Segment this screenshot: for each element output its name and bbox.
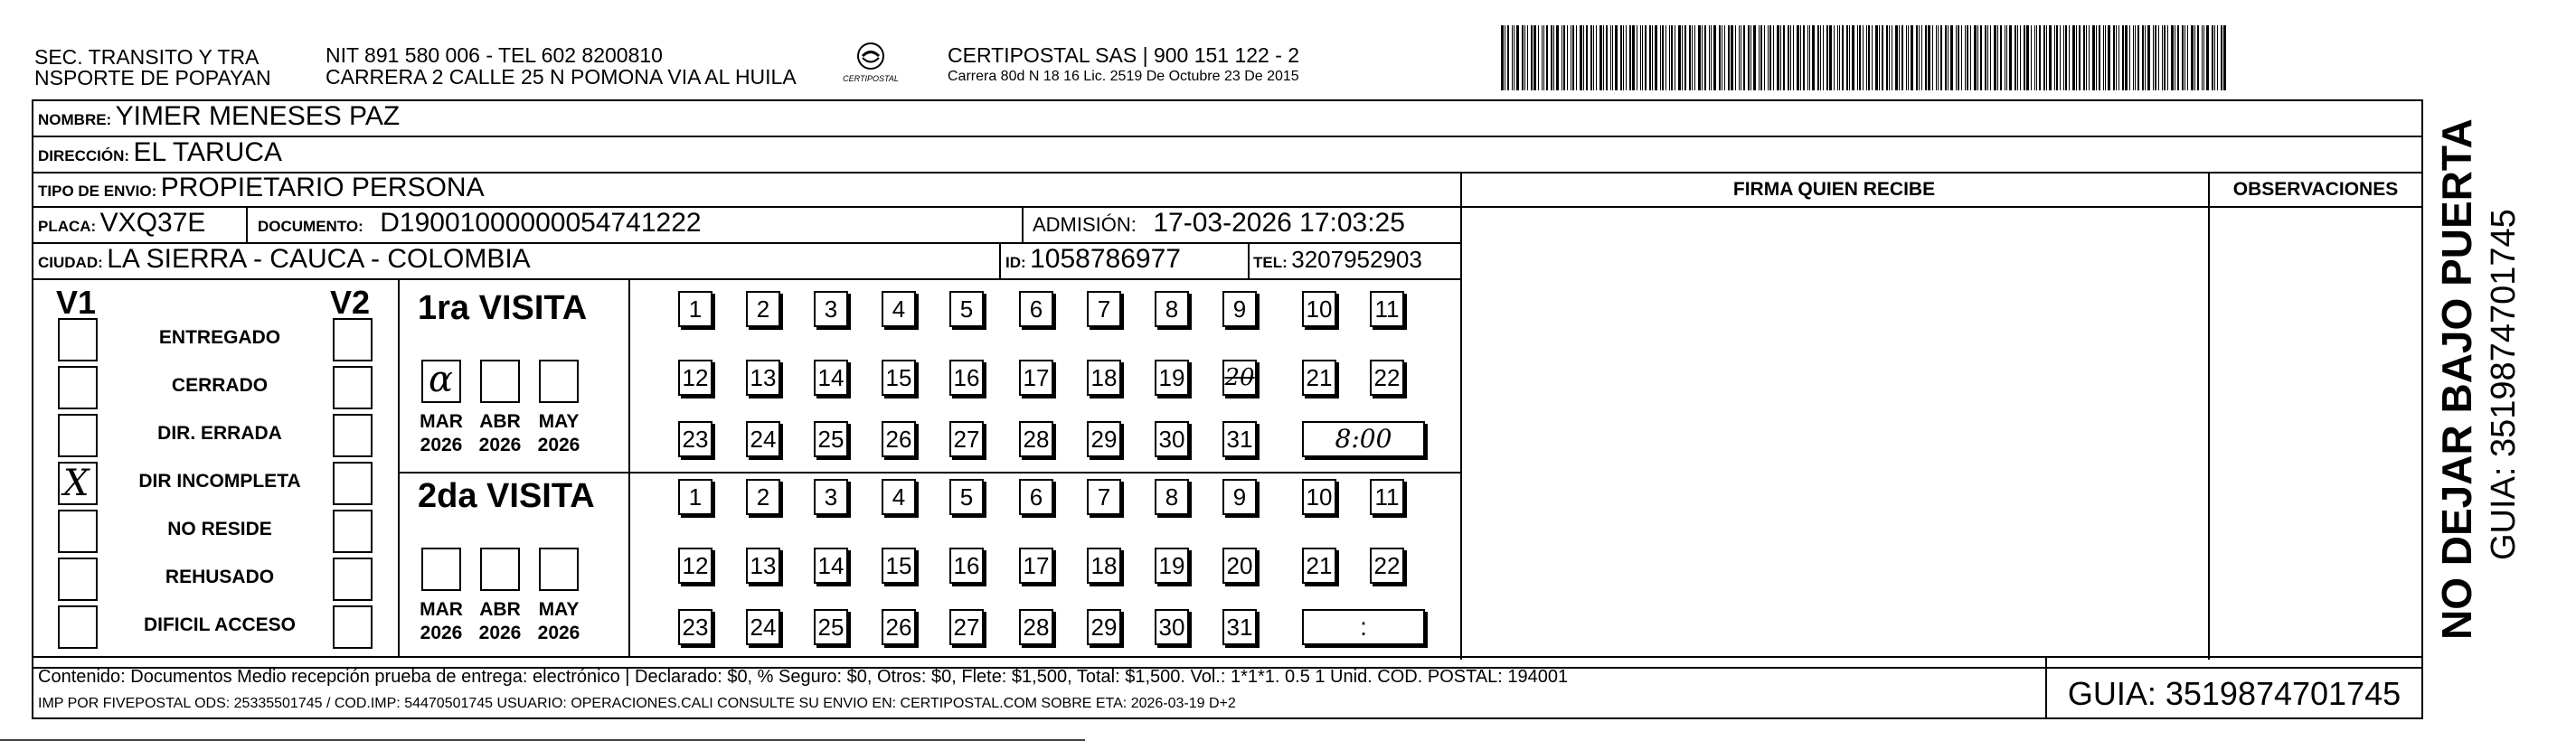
day-box[interactable]: 26 [882, 421, 916, 457]
status-option-label: ENTREGADO [158, 327, 281, 348]
tipo-envio-value: PROPIETARIO PERSONA [160, 173, 485, 202]
day-box[interactable]: 2 [746, 479, 780, 515]
day-box[interactable]: 4 [882, 291, 916, 327]
firma-header: FIRMA QUIEN RECIBE [1732, 179, 1936, 200]
day-box[interactable]: 25 [814, 609, 848, 645]
day-box[interactable]: 12 [678, 548, 712, 584]
v1-checkbox[interactable] [58, 558, 98, 601]
status-option-label: REHUSADO [165, 567, 275, 587]
nombre-value: YIMER MENESES PAZ [115, 101, 401, 131]
day-box[interactable]: 15 [882, 548, 916, 584]
v2-checkbox[interactable] [333, 366, 373, 409]
day-box[interactable]: 3 [814, 479, 848, 515]
month-checkbox[interactable] [421, 360, 461, 403]
month-checkbox[interactable] [539, 548, 579, 591]
month-label: MAY 2026 [537, 411, 580, 455]
v2-header: V2 [330, 284, 371, 321]
observaciones-header: OBSERVACIONES [2232, 179, 2399, 200]
sender-name-line1: SEC. TRANSITO Y TRA [34, 45, 259, 69]
status-option-label: DIFICIL ACCESO [143, 614, 296, 635]
admision-value: 17-03-2026 17:03:25 [1153, 208, 1405, 238]
month-label: MAR 2026 [420, 599, 463, 643]
day-box[interactable]: 25 [814, 421, 848, 457]
v1-checkbox[interactable] [58, 605, 98, 649]
day-box[interactable]: 20 [1222, 548, 1257, 584]
admision-field: ADMISIÓN: 17-03-2026 17:03:25 [1033, 208, 1405, 238]
v1-checkbox[interactable] [58, 414, 98, 457]
ciudad-value: LA SIERRA - CAUCA - COLOMBIA [107, 244, 531, 274]
direccion-value: EL TARUCA [133, 137, 283, 167]
day-box[interactable]: 19 [1155, 360, 1189, 396]
day-box[interactable]: 16 [949, 548, 984, 584]
day-box[interactable]: 19 [1155, 548, 1189, 584]
contenido-text: Contenido: Documentos Medio recepción prueba de entrega: electrónico | Declarado: $0, % Seguro: $0, Otros: $0, Flete: $1,500, Total: $1,500. Vol.: 1*1*1. 0.5 1 Unid. COD. POSTAL: 194001 [38, 667, 1569, 687]
month-checkbox[interactable] [480, 548, 520, 591]
visit2-title: 2da VISITA [418, 477, 595, 515]
day-box[interactable]: 31 [1222, 609, 1257, 645]
observations-area[interactable] [2210, 208, 2421, 660]
direccion-field: DIRECCIÓN: EL TARUCA [38, 137, 283, 167]
v1-checkbox[interactable] [58, 318, 98, 361]
day-box[interactable]: 21 [1302, 360, 1336, 396]
guia-footer: GUIA: 3519874701745 [2067, 675, 2401, 712]
month-label: MAY 2026 [537, 599, 580, 643]
day-box[interactable]: 18 [1087, 548, 1121, 584]
company-line: CERTIPOSTAL SAS | 900 151 122 - 2 [948, 43, 1300, 67]
id-field: ID: 1058786977 [1005, 244, 1181, 274]
day-box[interactable]: 28 [1019, 609, 1053, 645]
time-box[interactable]: 8:00 [1302, 421, 1425, 457]
day-box[interactable]: 30 [1155, 421, 1189, 457]
tipo-envio-field: TIPO DE ENVIO: PROPIETARIO PERSONA [38, 173, 485, 202]
month-check-mark: α [429, 359, 454, 400]
v1-checkbox[interactable] [58, 510, 98, 553]
day-box[interactable]: 29 [1087, 421, 1121, 457]
ciudad-field: CIUDAD: LA SIERRA - CAUCA - COLOMBIA [38, 244, 531, 274]
v1-checkbox[interactable] [58, 462, 98, 505]
day-box[interactable]: 11 [1370, 479, 1404, 515]
day-box[interactable]: 8 [1155, 479, 1189, 515]
day-box[interactable]: 14 [814, 360, 848, 396]
day-box[interactable]: 1 [678, 479, 712, 515]
month-label: ABR 2026 [478, 411, 522, 455]
day-box[interactable]: 3 [814, 291, 848, 327]
day-box[interactable]: 17 [1019, 360, 1053, 396]
day-box[interactable]: 13 [746, 360, 780, 396]
day-box[interactable]: 12 [678, 360, 712, 396]
day-box[interactable]: 20 [1222, 360, 1257, 396]
imp-text: IMP POR FIVEPOSTAL ODS: 25335501745 / COD.IMP: 54470501745 USUARIO: OPERACIONES.CALI CONSULTE SU ENVIO EN: CERTIPOSTAL.COM SOBRE ETA: 2026-03-19 D+2 [38, 696, 1236, 711]
day-box[interactable]: 16 [949, 360, 984, 396]
day-box[interactable]: 24 [746, 609, 780, 645]
day-box[interactable]: 22 [1370, 360, 1404, 396]
day-box[interactable]: 11 [1370, 291, 1404, 327]
v1-header: V1 [56, 284, 97, 321]
day-box[interactable]: 2 [746, 291, 780, 327]
day-box[interactable]: 9 [1222, 291, 1257, 327]
placa-value: VXQ37E [99, 208, 206, 238]
day-box[interactable]: 22 [1370, 548, 1404, 584]
month-checkbox[interactable] [539, 360, 579, 403]
day-box[interactable]: 29 [1087, 609, 1121, 645]
day-box[interactable]: 7 [1087, 291, 1121, 327]
day-box[interactable]: 9 [1222, 479, 1257, 515]
v2-checkbox[interactable] [333, 414, 373, 457]
day-box[interactable]: 18 [1087, 360, 1121, 396]
documento-field: DOCUMENTO: D19001000000054741222 [258, 208, 702, 238]
month-label: ABR 2026 [478, 599, 522, 643]
day-box[interactable]: 5 [949, 291, 984, 327]
day-box[interactable]: 5 [949, 479, 984, 515]
license-line: Carrera 80d N 18 16 Lic. 2519 De Octubre 23 De 2015 [948, 69, 1299, 84]
day-box[interactable]: 24 [746, 421, 780, 457]
nombre-field: NOMBRE: YIMER MENESES PAZ [38, 101, 401, 131]
v1-check-mark: X [63, 463, 90, 504]
placa-field: PLACA: VXQ37E [38, 208, 206, 238]
v2-checkbox[interactable] [333, 558, 373, 601]
month-checkbox[interactable] [480, 360, 520, 403]
sender-nit: NIT 891 580 006 - TEL 602 8200810 [326, 43, 663, 67]
v1-checkbox[interactable] [58, 366, 98, 409]
day-box[interactable]: 30 [1155, 609, 1189, 645]
day-box[interactable]: 10 [1302, 479, 1336, 515]
no-dejar-bajo-puerta: NO DEJAR BAJO PUERTA [2433, 118, 2480, 640]
day-box[interactable]: 1 [678, 291, 712, 327]
day-box[interactable]: 27 [949, 421, 984, 457]
v2-checkbox[interactable] [333, 318, 373, 361]
visit1-title: 1ra VISITA [418, 289, 588, 327]
status-option-label: DIR. ERRADA [157, 423, 282, 444]
day-box[interactable]: 7 [1087, 479, 1121, 515]
signature-area[interactable] [1460, 208, 2206, 660]
day-box[interactable]: 17 [1019, 548, 1053, 584]
month-label: MAR 2026 [420, 411, 463, 455]
v2-checkbox[interactable] [333, 605, 373, 649]
day-box[interactable]: 4 [882, 479, 916, 515]
day-box[interactable]: 28 [1019, 421, 1053, 457]
day-box[interactable]: 6 [1019, 291, 1053, 327]
id-value: 1058786977 [1030, 244, 1181, 274]
tel-field: TEL: 3207952903 [1253, 246, 1422, 273]
month-checkbox[interactable] [421, 548, 461, 591]
day-box[interactable]: 6 [1019, 479, 1053, 515]
day-box[interactable]: 27 [949, 609, 984, 645]
status-option-label: DIR INCOMPLETA [138, 471, 301, 492]
time-box[interactable]: : [1302, 609, 1425, 645]
v2-checkbox[interactable] [333, 462, 373, 505]
guia-side: GUIA: 3519874701745 [2485, 209, 2523, 560]
day-box[interactable]: 26 [882, 609, 916, 645]
tel-value: 3207952903 [1291, 246, 1422, 273]
day-box[interactable]: 15 [882, 360, 916, 396]
status-option-label: NO RESIDE [167, 519, 272, 539]
day-box[interactable]: 23 [678, 421, 712, 457]
day-box[interactable]: 23 [678, 609, 712, 645]
barcode [1501, 25, 2242, 90]
day-box[interactable]: 31 [1222, 421, 1257, 457]
day-box[interactable]: 14 [814, 548, 848, 584]
day-box[interactable]: 21 [1302, 548, 1336, 584]
documento-value: D19001000000054741222 [380, 208, 702, 238]
day-box[interactable]: 10 [1302, 291, 1336, 327]
certipostal-logo: CERTIPOSTAL [830, 36, 911, 89]
day-box[interactable]: 13 [746, 548, 780, 584]
sender-address: CARRERA 2 CALLE 25 N POMONA VIA AL HUILA [326, 65, 797, 89]
status-option-label: CERRADO [171, 375, 269, 396]
sender-name-line2: NSPORTE DE POPAYAN [34, 66, 271, 89]
day-box[interactable]: 8 [1155, 291, 1189, 327]
v2-checkbox[interactable] [333, 510, 373, 553]
